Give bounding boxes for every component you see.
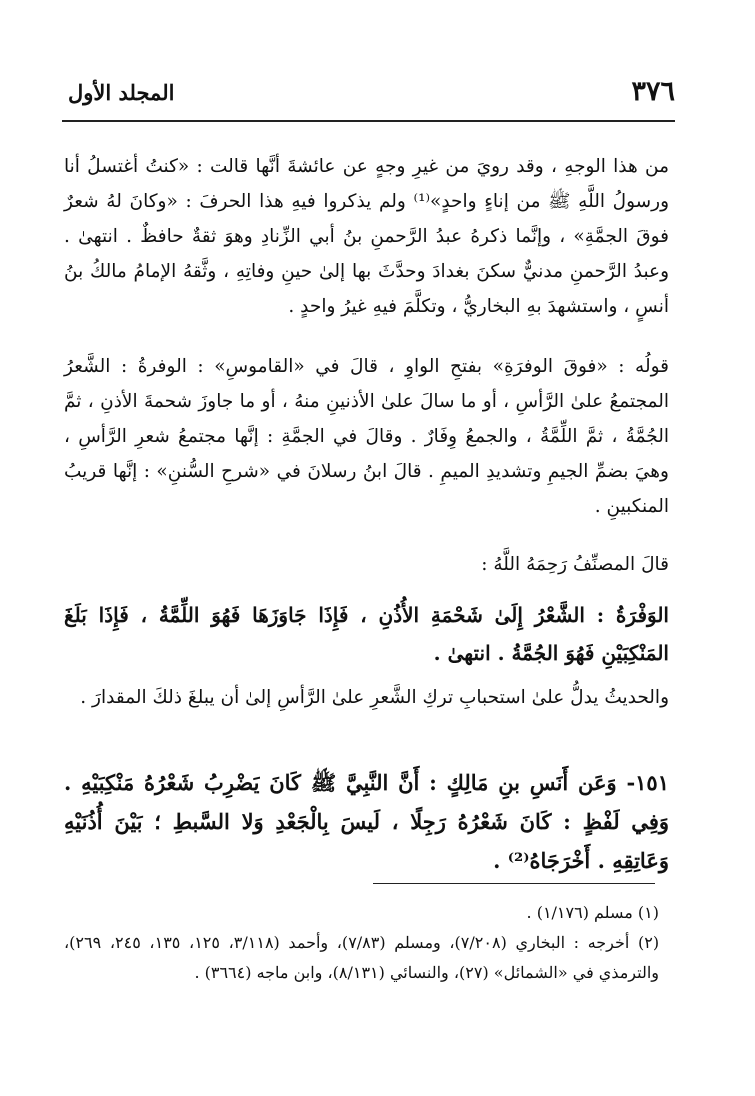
footnotes <box>64 898 659 988</box>
definition-paragraph: قولُه : «فوقَ الوفرَةِ» بفتحِ الواوِ ، قالَ في «القاموسِ» : الوفرةُ : الشَّعرُ المجتمعُ علىٰ الرَّأسِ ، أو ما سالَ علىٰ الأذنينِ منهُ ، أو ما جاوزَ شحمةَ الأذنِ ، ثمَّ الجُمَّةُ ، ثمَّ اللِّمَّةُ ، والجمعُ وِفَارٌ . وقالَ في الجمَّةِ : إنَّها مجتمعُ شعرِ الرَّأسِ ، وهيَ بضمِّ الجيمِ وتشديدِ الميمِ . قالَ ابنُ رسلانَ في «شرحِ السُّننِ» : إنَّها قريبُ المنكبينِ . <box>64 355 669 517</box>
hadith-151: ١٥١- وَعَن أَنَسِ بنِ مَالِكٍ : أَنَّ النَّبِيَّ ﷺ كَانَ يَضْرِبُ شَعْرُهُ مَنْكِبَيْهِ . وَفِي لَفْظٍ : كَانَ شَعْرُهُ رَجِلًا ، لَيسَ بِالْجَعْدِ وَلا السَّبطِ ؛ بَيْنَ أُذُنَيْهِ وَعَاتِقِهِ . أَخْرَجَاهُ⁽²⁾ . <box>64 770 669 873</box>
footnote-divider <box>373 883 655 884</box>
page-number: ٣٧٦ <box>631 76 675 107</box>
author-says-line: قالَ المصنِّفُ رَحِمَهُ اللَّهُ : <box>481 553 669 575</box>
footnote-1: (١) مسلم (١/١٧٦) . <box>526 903 659 922</box>
header-divider <box>62 120 675 122</box>
footnote-2: (٢) أخرجه : البخاري (٧/٢٠٨)، ومسلم (٧/٨٣)، وأحمد (٣/١١٨، ١٢٥، ١٣٥، ٢٤٥، ٢٦٩)، والترمذي في «الشمائل» (٢٧)، والنسائي (٨/١٣١)، وابن ماجه (٣٦٦٤) . <box>64 933 660 982</box>
commentary-paragraph: من هذا الوجهِ ، وقد رويَ من غيرِ وجهٍ عن عائشةَ أنَّها قالت : «كنتُ أغتسلُ أنا ورسولُ اللَّهِ ﷺ من إناءٍ واحدٍ»⁽¹⁾ ولم يذكروا فيهِ هذا الحرفَ : «وكانَ لهُ شعرٌ فوقَ الجمَّةِ» ، وإنَّما ذكرهُ عبدُ الرَّحمنِ بنُ أبي الزِّنادِ وهوَ ثقةٌ حافظٌ . انتهىٰ . وعبدُ الرَّحمنِ مدنيٌّ سكنَ بغدادَ وحدَّثَ بها إلىٰ حينِ وفاتِهِ ، وثَّقهُ الإمامُ مالكُ بنُ أنسٍ ، واستشهدَ بهِ البخاريُّ ، وتكلَّمَ فيهِ غيرُ واحدٍ . <box>64 155 670 317</box>
page-header <box>68 76 675 116</box>
conclusion-paragraph: والحديثُ يدلُّ علىٰ استحبابِ تركِ الشَّعرِ علىٰ الرَّأسِ إلىٰ أن يبلغَ ذلكَ المقدارَ . <box>80 686 669 708</box>
volume-title: المجلد الأول <box>68 80 175 105</box>
author-quote: الوَفْرَةُ : الشَّعْرُ إِلَىٰ شَحْمَةِ الأُذُنِ ، فَإِذَا جَاوَزَهَا فَهُوَ اللِّمَّةُ ، فَإِذَا بَلَغَ المَنْكِبَيْنِ فَهُوَ الجُمَّةُ . انتهىٰ . <box>64 603 669 665</box>
